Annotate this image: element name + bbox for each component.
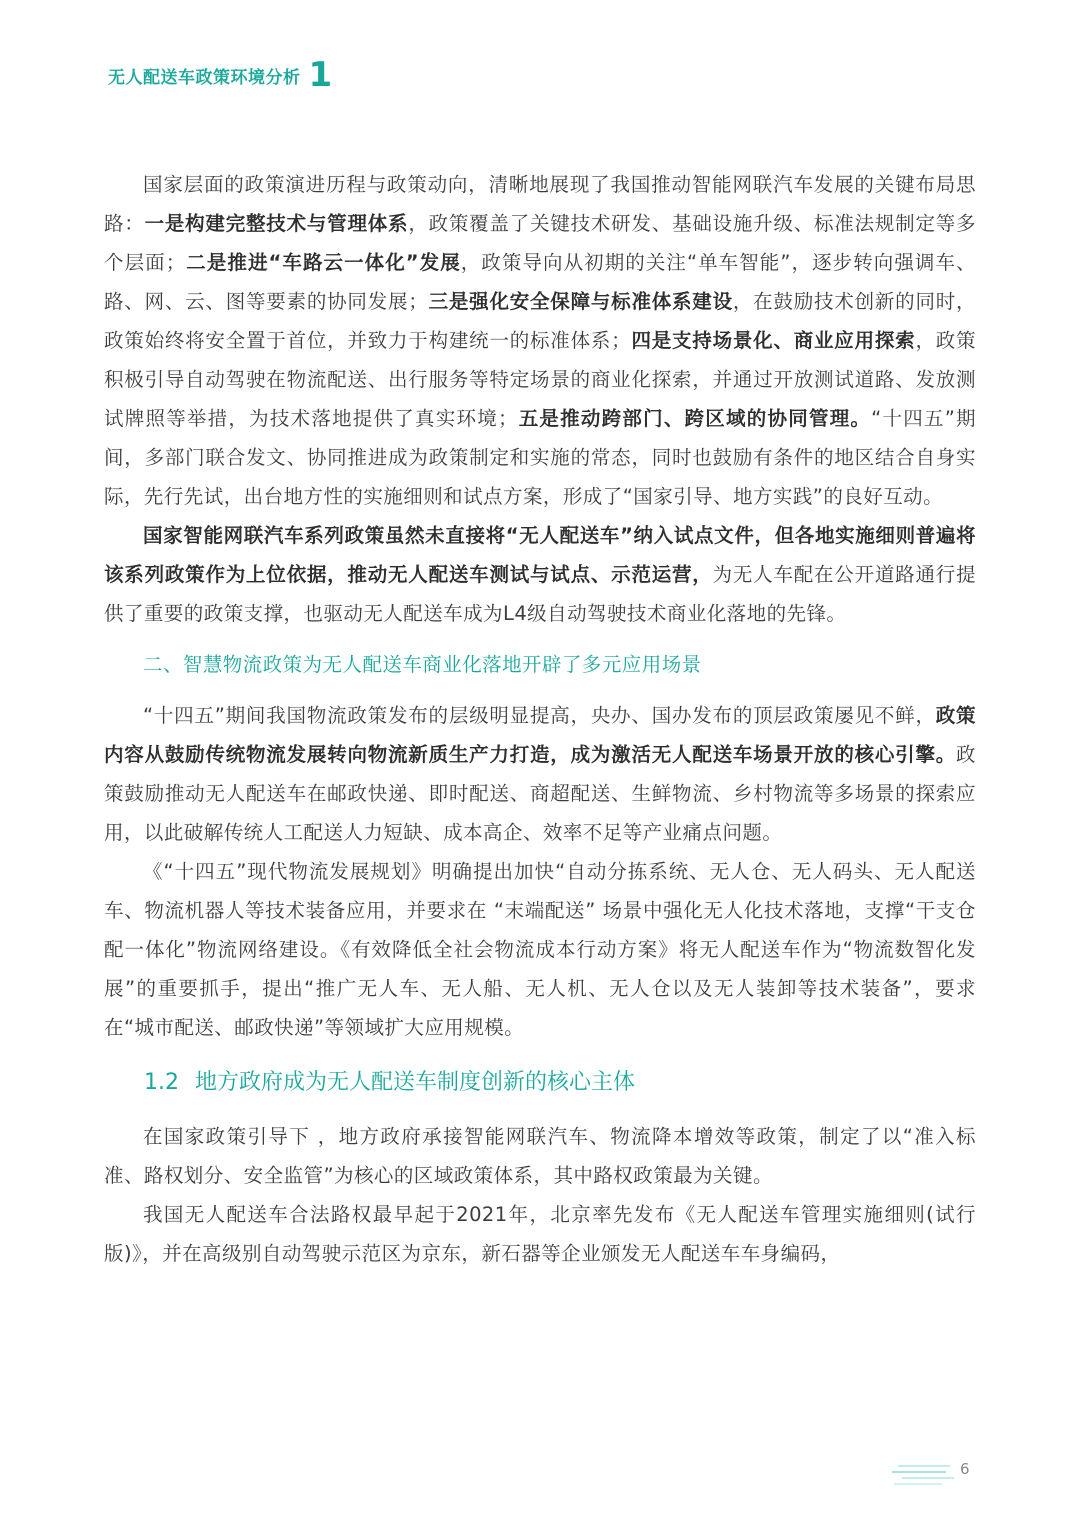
subheading-smart-logistics: 二、智慧物流政策为无人配送车商业化落地开辟了多元应用场景 <box>143 653 702 676</box>
paragraph-logistics-plan: 《“十四五”现代物流发展规划》明确提出加快“自动分拣系统、无人仓、无人码头、无人配送车、物流机器人等技术装备应用，并要求在 “末端配送” 场景中强化无人化技术落地，支撑“干支仓配一体化”物流网络建设。《有效降低全社会物流成本行动方案》将无人配送车作为“物流数智化发展”的重要抓手，提出“推广无人车、无人船、无人机、无人仓以及无人装卸等技术装备”，要求在“城市配送、邮政快递”等领域扩大应用规模。 <box>104 860 976 1039</box>
bold-run: 一是构建完整技术与管理体系 <box>144 212 409 235</box>
bold-run: 三是强化安全保障与标准体系建设 <box>428 290 733 313</box>
bold-run: 二是推进“车路云一体化”发展 <box>185 251 461 274</box>
text-run: ，政策积极引导自动驾驶在物流配送、出行服务等特定场景的商业化探索，并通过开放测试道路、发放测试牌照等举措，为技术落地提供了真实环境； <box>104 329 976 430</box>
page-body <box>104 165 976 1273</box>
section-heading <box>104 1063 976 1103</box>
running-header <box>108 52 333 95</box>
text-run: ，政策导向从初期的关注“单车智能”，逐步转向强调车、路、网、云、图等要素的协同发展； <box>104 251 976 313</box>
chapter-number: 1 <box>308 55 333 95</box>
wave-lines-icon <box>888 1462 958 1492</box>
text-run: “十四五”期间，多部门联合发文、协同推进成为政策制定和实施的常态，同时也鼓励有条件的地区结合自身实际，先行先试，出台地方性的实施细则和试点方案，形成了“国家引导、地方实践”的良好互动。 <box>104 407 976 508</box>
paragraph-local-government: 在国家政策引导下 ，地方政府承接智能网联汽车、物流降本增效等政策，制定了以“准入标准、路权划分、安全监管”为核心的区域政策体系，其中路权政策最为关键。 <box>104 1125 976 1187</box>
bold-run: 四是支持场景化、商业应用探索 <box>631 329 916 352</box>
chapter-title: 无人配送车政策环境分析 <box>108 68 301 88</box>
text-run: 政策鼓励推动无人配送车在邮政快递、即时配送、商超配送、生鲜物流、乡村物流等多场景的探索应用，以此破解传统人工配送人力短缺、成本高企、效率不足等产业痛点问题。 <box>104 743 976 844</box>
bold-run: 五是推动跨部门、跨区域的协同管理。 <box>517 407 872 430</box>
text-run: 国家层面的政策演进历程与政策动向，清晰地展现了我国推动智能网联汽车发展的关键布局思路： <box>104 173 976 235</box>
bold-run: 国家智能网联汽车系列政策虽然未直接将“无人配送车”纳入试点文件，但各地实施细则普遍将该系列政策作为上位依据，推动无人配送车测试与试点、示范运营， <box>104 524 976 586</box>
paragraph-road-rights: 我国无人配送车合法路权最早起于2021年，北京率先发布《无人配送车管理实施细则(试行版)》，并在高级别自动驾驶示范区为京东，新石器等企业颁发无人配送车车身编码， <box>104 1203 976 1265</box>
section-number: 1.2 <box>144 1070 179 1095</box>
paragraph-logistics-policy <box>104 696 976 852</box>
text-run: ，在鼓励技术创新的同时，政策始终将安全置于首位，并致力于构建统一的标准体系； <box>104 290 976 352</box>
text-run: “十四五”期间我国物流政策发布的层级明显提高，央办、国办发布的顶层政策屡见不鲜， <box>143 704 936 727</box>
bold-run: 政策内容从鼓励传统物流发展转向物流新质生产力打造，成为激活无人配送车场景开放的核心引擎。 <box>104 704 976 766</box>
page-number: 6 <box>960 1460 970 1478</box>
paragraph-national-icv-policy <box>104 516 976 633</box>
section-title: 地方政府成为无人配送车制度创新的核心主体 <box>195 1070 636 1095</box>
text-run: ，政策覆盖了关键技术研发、基础设施升级、标准法规制定等多个层面； <box>104 212 976 274</box>
page-footer <box>888 1456 988 1496</box>
text-run: 为无人车配在公开道路通行提供了重要的政策支撑，也驱动无人配送车成为L4级自动驾驶技术商业化落地的先锋。 <box>104 563 976 625</box>
paragraph-policy-evolution <box>104 165 976 516</box>
